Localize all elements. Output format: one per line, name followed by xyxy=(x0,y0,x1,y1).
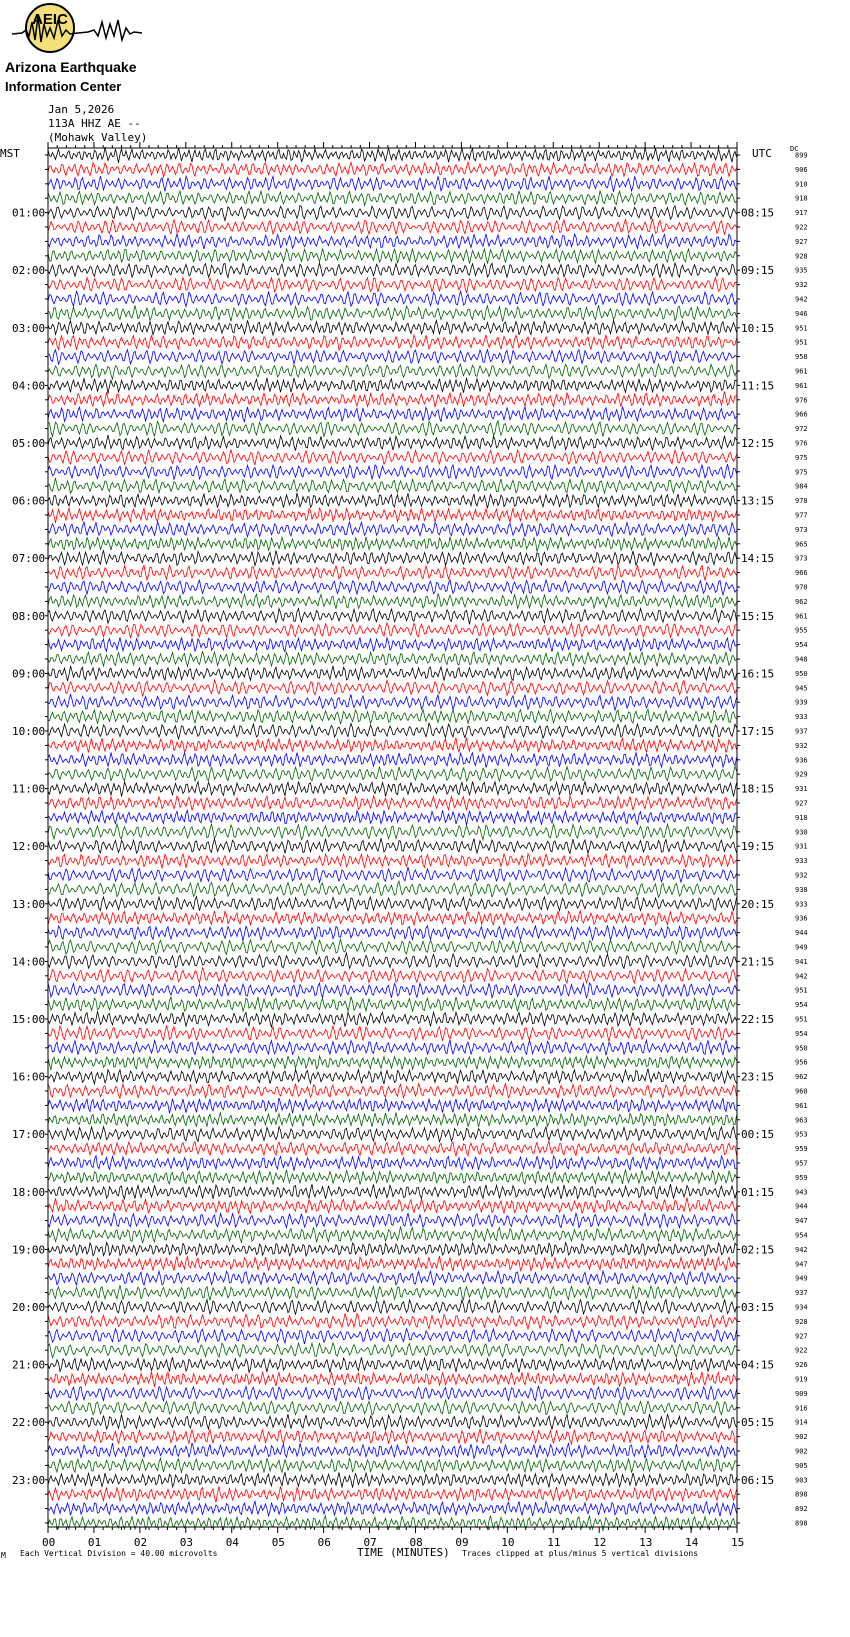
mst-hour-label: 05:00 xyxy=(12,437,46,450)
utc-hour-label: 14:15 xyxy=(741,552,775,566)
dc-offset-label: 959 xyxy=(795,1173,808,1182)
mst-hour-label: 03:00 xyxy=(12,321,46,335)
dc-offset-label: 892 xyxy=(795,1505,808,1514)
utc-hour-label: 09:15 xyxy=(741,264,775,278)
dc-offset-label: 905 xyxy=(795,1461,808,1470)
dc-offset-label: 970 xyxy=(795,583,808,592)
trace-line xyxy=(48,939,737,955)
dc-offset-label: 961 xyxy=(795,612,808,621)
trace-line xyxy=(48,147,737,163)
dc-offset-label: 973 xyxy=(795,554,808,563)
header-station: 113A HHZ AE -- xyxy=(48,117,141,130)
trace-line xyxy=(48,723,737,739)
trace-line xyxy=(48,1256,737,1271)
x-tick-label: 12 xyxy=(593,1536,607,1549)
dc-offset-label: 933 xyxy=(795,713,808,722)
mst-hour-label: 01:00 xyxy=(12,206,46,220)
dc-offset-label: 954 xyxy=(795,1231,808,1240)
dc-offset-label: 918 xyxy=(795,194,808,203)
trace-line xyxy=(48,391,737,406)
trace-line xyxy=(48,1458,737,1472)
trace-line xyxy=(48,709,737,723)
x-tick-label: 05 xyxy=(271,1536,285,1549)
trace-line xyxy=(48,1443,737,1459)
trace-line xyxy=(48,378,737,394)
dc-column-label: DC xyxy=(790,145,799,153)
dc-offset-label: 961 xyxy=(795,367,808,376)
logo-acronym: AEIC xyxy=(32,11,68,28)
trace-line xyxy=(48,867,737,882)
trace-line xyxy=(48,421,737,437)
trace-line xyxy=(48,1429,737,1444)
trace-line xyxy=(48,234,737,250)
dc-offset-label: 943 xyxy=(795,1188,808,1197)
utc-hour-label: 06:15 xyxy=(741,1473,775,1487)
trace-line xyxy=(48,1313,737,1329)
trace-line xyxy=(48,1486,737,1502)
dc-offset-label: 942 xyxy=(795,295,808,304)
trace-line xyxy=(48,350,737,365)
dc-offset-label: 937 xyxy=(795,1289,808,1298)
mst-hour-label: 16:00 xyxy=(12,1070,46,1084)
utc-hour-label: 13:15 xyxy=(741,494,775,508)
mst-hour-label: 19:00 xyxy=(12,1243,46,1257)
utc-hour-label: 18:15 xyxy=(741,782,775,796)
dc-offset-label: 931 xyxy=(795,842,808,851)
x-tick-label: 15 xyxy=(731,1536,745,1549)
trace-line xyxy=(48,550,737,565)
dc-offset-label: 930 xyxy=(795,828,808,837)
dc-offset-label: 947 xyxy=(795,1260,808,1269)
dc-offset-label: 927 xyxy=(795,237,808,246)
mst-hour-label: 22:00 xyxy=(12,1416,46,1430)
trace-line xyxy=(48,191,737,206)
dc-offset-label: 942 xyxy=(795,972,808,981)
trace-line xyxy=(48,522,737,537)
dc-offset-label: 922 xyxy=(795,1346,808,1355)
x-tick-label: 02 xyxy=(133,1536,148,1549)
dc-offset-label: 906 xyxy=(795,165,808,174)
dc-offset-label: 955 xyxy=(795,626,808,635)
dc-offset-label: 910 xyxy=(795,180,808,189)
dc-offset-label: 953 xyxy=(795,1130,808,1139)
mst-hour-label: 11:00 xyxy=(12,782,46,796)
dc-offset-label: 942 xyxy=(795,1245,808,1254)
utc-hour-label: 11:15 xyxy=(741,379,775,393)
dc-offset-label: 950 xyxy=(795,1044,808,1053)
trace-line xyxy=(48,608,737,624)
dc-offset-label: 902 xyxy=(795,1447,808,1456)
trace-line xyxy=(48,478,737,493)
dc-offset-label: 950 xyxy=(795,669,808,678)
dc-offset-label: 898 xyxy=(795,1490,808,1499)
trace-line xyxy=(48,1056,737,1070)
utc-hour-label: 17:15 xyxy=(741,725,775,738)
dc-offset-label: 958 xyxy=(795,353,808,362)
trace-line xyxy=(48,1329,737,1344)
corner-mark: M xyxy=(1,1551,6,1560)
dc-offset-label: 962 xyxy=(795,1073,808,1082)
dc-offset-label: 941 xyxy=(795,957,808,966)
mst-hour-label: 17:00 xyxy=(12,1128,46,1142)
utc-hour-label: 23:15 xyxy=(741,1070,775,1084)
utc-hour-label: 08:15 xyxy=(741,206,775,220)
dc-offset-label: 936 xyxy=(795,914,808,923)
x-tick-label: 11 xyxy=(547,1536,561,1549)
trace-line xyxy=(48,305,737,321)
trace-line xyxy=(48,1516,737,1531)
trace-line xyxy=(48,1501,737,1516)
x-tick-label: 10 xyxy=(501,1536,515,1549)
trace-layer xyxy=(48,147,737,1531)
x-tick-label: 08 xyxy=(409,1536,423,1549)
dc-offset-label: 932 xyxy=(795,281,808,290)
trace-line xyxy=(48,824,737,840)
trace-line xyxy=(48,1243,737,1257)
trace-line xyxy=(48,925,737,941)
dc-offset-label: 951 xyxy=(795,986,808,995)
utc-hour-label: 12:15 xyxy=(741,437,775,450)
utc-hour-label: 20:15 xyxy=(741,897,775,911)
dc-offset-label: 966 xyxy=(795,569,808,578)
trace-line xyxy=(48,1299,737,1314)
dc-offset-label: 957 xyxy=(795,1159,808,1168)
trace-line xyxy=(48,278,737,293)
dc-offset-label: 951 xyxy=(795,1015,808,1024)
dc-offset-label: 935 xyxy=(795,266,808,275)
trace-line xyxy=(48,651,737,666)
dc-offset-label: 926 xyxy=(795,1361,808,1370)
trace-line xyxy=(48,320,737,335)
right-timezone-label: UTC xyxy=(752,147,772,160)
mst-hour-label: 21:00 xyxy=(12,1358,46,1372)
trace-line xyxy=(48,1127,737,1142)
mst-hour-label: 04:00 xyxy=(12,379,46,393)
dc-offset-label: 928 xyxy=(795,1317,808,1326)
trace-line xyxy=(48,637,737,652)
mst-hour-label: 14:00 xyxy=(12,955,46,969)
trace-line xyxy=(48,464,737,480)
trace-line xyxy=(48,968,737,983)
trace-line xyxy=(48,1026,737,1042)
dc-offset-label: 944 xyxy=(795,929,808,938)
trace-line xyxy=(48,291,737,306)
utc-hour-label: 21:15 xyxy=(741,955,775,969)
dc-offset-label: 961 xyxy=(795,1101,808,1110)
mst-hour-label: 15:00 xyxy=(12,1013,46,1026)
dc-offset-label: 922 xyxy=(795,223,808,232)
x-tick-label: 04 xyxy=(225,1536,239,1549)
dc-offset-label: 966 xyxy=(795,410,808,419)
dc-offset-label: 927 xyxy=(795,1332,808,1341)
trace-line xyxy=(48,1343,737,1359)
dc-offset-label: 984 xyxy=(795,482,808,491)
trace-line xyxy=(48,1170,737,1185)
dc-offset-label: 946 xyxy=(795,309,808,318)
trace-line xyxy=(48,854,737,869)
mst-hour-label: 10:00 xyxy=(12,725,46,738)
utc-hour-label: 16:15 xyxy=(741,667,775,681)
trace-line xyxy=(48,766,737,781)
dc-offset-label: 961 xyxy=(795,381,808,390)
header-location: (Mohawk Valley) xyxy=(48,131,148,144)
trace-line xyxy=(48,176,737,192)
trace-line xyxy=(48,1271,737,1285)
utc-hour-label: 04:15 xyxy=(741,1358,775,1372)
trace-line xyxy=(48,1141,737,1155)
trace-line xyxy=(48,249,737,264)
dc-offset-label: 918 xyxy=(795,813,808,822)
x-tick-label: 09 xyxy=(455,1536,469,1549)
trace-line xyxy=(48,1226,737,1243)
x-tick-label: 06 xyxy=(317,1536,331,1549)
utc-hour-label: 05:15 xyxy=(741,1416,775,1430)
trace-line xyxy=(48,1112,737,1127)
mst-hour-label: 07:00 xyxy=(12,552,46,566)
dc-offset-label: 975 xyxy=(795,453,808,462)
mst-hour-label: 18:00 xyxy=(12,1185,46,1199)
trace-line xyxy=(48,407,737,422)
mst-hour-label: 02:00 xyxy=(12,264,46,278)
trace-line xyxy=(48,1069,737,1084)
trace-line xyxy=(48,838,737,853)
dc-offset-label: 976 xyxy=(795,439,808,448)
dc-offset-label: 947 xyxy=(795,1217,808,1226)
dc-offset-label: 903 xyxy=(795,1476,808,1485)
dc-offset-label: 976 xyxy=(795,396,808,405)
dc-offset-label: 917 xyxy=(795,209,808,218)
logo-subtitle: Information Center xyxy=(5,79,122,94)
mst-hour-label: 20:00 xyxy=(12,1301,46,1314)
trace-line xyxy=(48,493,737,508)
dc-offset-label: 928 xyxy=(795,252,808,261)
dc-offset-label: 963 xyxy=(795,1116,808,1125)
x-tick-label: 14 xyxy=(685,1536,699,1549)
trace-line xyxy=(48,435,737,451)
dc-offset-label: 914 xyxy=(795,1418,808,1427)
utc-hour-label: 10:15 xyxy=(741,321,775,335)
dc-offset-label: 978 xyxy=(795,497,808,506)
trace-line xyxy=(48,782,737,797)
mst-hour-label: 12:00 xyxy=(12,840,46,854)
dc-offset-label: 959 xyxy=(795,1145,808,1154)
dc-offset-label: 949 xyxy=(795,943,808,952)
dc-offset-label: 933 xyxy=(795,900,808,909)
trace-line xyxy=(48,593,737,608)
dc-offset-label: 898 xyxy=(795,1519,808,1528)
trace-line xyxy=(48,1472,737,1487)
utc-hour-label: 02:15 xyxy=(741,1243,775,1257)
dc-offset-label: 931 xyxy=(795,785,808,794)
dc-offset-label: 960 xyxy=(795,1087,808,1096)
trace-line xyxy=(48,1386,737,1401)
trace-line xyxy=(48,220,737,235)
utc-hour-label: 15:15 xyxy=(741,609,775,623)
utc-hour-label: 22:15 xyxy=(741,1013,775,1026)
utc-hour-label: 19:15 xyxy=(741,840,775,854)
x-tick-label: 01 xyxy=(87,1536,102,1549)
dc-offset-label: 975 xyxy=(795,468,808,477)
trace-line xyxy=(48,1156,737,1171)
left-timezone-label: MST xyxy=(0,147,20,160)
dc-offset-label: 937 xyxy=(795,727,808,736)
trace-line xyxy=(48,1040,737,1055)
dc-offset-label: 919 xyxy=(795,1375,808,1384)
trace-line xyxy=(48,1285,737,1300)
trace-line xyxy=(48,364,737,379)
dc-offset-label: 927 xyxy=(795,799,808,808)
trace-line xyxy=(48,450,737,465)
trace-line xyxy=(48,1098,737,1113)
trace-line xyxy=(48,508,737,523)
trace-line xyxy=(48,810,737,825)
dc-offset-label: 949 xyxy=(795,1274,808,1283)
dc-offset-label: 939 xyxy=(795,698,808,707)
trace-line xyxy=(48,1084,737,1099)
x-tick-label: 00 xyxy=(42,1536,56,1549)
trace-line xyxy=(48,911,737,925)
dc-offset-label: 972 xyxy=(795,425,808,434)
header-date: Jan 5,2026 xyxy=(48,103,115,116)
logo-title: Arizona Earthquake xyxy=(5,59,137,75)
dc-offset-label: 899 xyxy=(795,151,808,160)
trace-line xyxy=(48,1414,737,1430)
trace-line xyxy=(48,897,737,911)
frame-layer xyxy=(45,142,740,1533)
utc-hour-label: 00:15 xyxy=(741,1128,775,1142)
dc-offset-label: 951 xyxy=(795,338,808,347)
mst-hour-label: 23:00 xyxy=(12,1473,46,1487)
dc-offset-label: 954 xyxy=(795,1029,808,1038)
trace-line xyxy=(48,1400,737,1415)
dc-offset-label: 962 xyxy=(795,597,808,606)
trace-line xyxy=(48,335,737,350)
trace-line xyxy=(48,680,737,696)
dc-offset-label: 932 xyxy=(795,871,808,880)
dc-offset-label: 965 xyxy=(795,540,808,549)
dc-offset-label: 973 xyxy=(795,525,808,534)
trace-line xyxy=(48,565,737,581)
dc-offset-label: 909 xyxy=(795,1389,808,1398)
trace-line xyxy=(48,953,737,968)
trace-line xyxy=(48,738,737,753)
dc-offset-label: 954 xyxy=(795,1001,808,1010)
trace-line xyxy=(48,1184,737,1199)
dc-offset-label: 932 xyxy=(795,741,808,750)
dc-offset-label: 936 xyxy=(795,756,808,765)
dc-offset-label: 902 xyxy=(795,1433,808,1442)
dc-offset-label: 977 xyxy=(795,511,808,520)
trace-line xyxy=(48,666,737,681)
dc-offset-label: 938 xyxy=(795,885,808,894)
trace-line xyxy=(48,752,737,767)
dc-offset-label: 933 xyxy=(795,857,808,866)
trace-line xyxy=(48,1213,737,1228)
dc-offset-label: 929 xyxy=(795,770,808,779)
trace-line xyxy=(48,694,737,710)
trace-line xyxy=(48,1198,737,1214)
trace-line xyxy=(48,881,737,897)
x-axis-label: TIME (MINUTES) xyxy=(357,1546,450,1559)
trace-line xyxy=(48,983,737,998)
trace-line xyxy=(48,580,737,595)
trace-line xyxy=(48,1372,737,1387)
vertical-division-note: Each Vertical Division = 40.00 microvolts xyxy=(20,1549,218,1558)
trace-line xyxy=(48,206,737,221)
dc-offset-label: 916 xyxy=(795,1404,808,1413)
trace-line xyxy=(48,623,737,638)
mst-hour-label: 13:00 xyxy=(12,897,46,911)
trace-line xyxy=(48,537,737,552)
dc-offset-label: 954 xyxy=(795,641,808,650)
dc-offset-label: 951 xyxy=(795,324,808,333)
trace-line xyxy=(48,1011,737,1027)
dc-offset-label: 934 xyxy=(795,1303,808,1312)
dc-offset-label: 948 xyxy=(795,655,808,664)
trace-line xyxy=(48,796,737,811)
dc-offset-label: 945 xyxy=(795,684,808,693)
x-tick-label: 13 xyxy=(639,1536,653,1549)
x-tick-label: 07 xyxy=(363,1536,377,1549)
trace-line xyxy=(48,162,737,177)
trace-line xyxy=(48,1357,737,1372)
trace-line xyxy=(48,263,737,277)
utc-hour-label: 01:15 xyxy=(741,1185,775,1199)
clip-note: Traces clipped at plus/minus 5 vertical divisions xyxy=(462,1549,699,1558)
utc-hour-label: 03:15 xyxy=(741,1301,775,1314)
mst-hour-label: 09:00 xyxy=(12,667,46,681)
mst-hour-label: 08:00 xyxy=(12,609,46,623)
x-tick-label: 03 xyxy=(179,1536,194,1549)
mst-hour-label: 06:00 xyxy=(12,494,46,508)
dc-offset-label: 944 xyxy=(795,1202,808,1211)
trace-line xyxy=(48,997,737,1012)
dc-offset-label: 956 xyxy=(795,1058,808,1067)
